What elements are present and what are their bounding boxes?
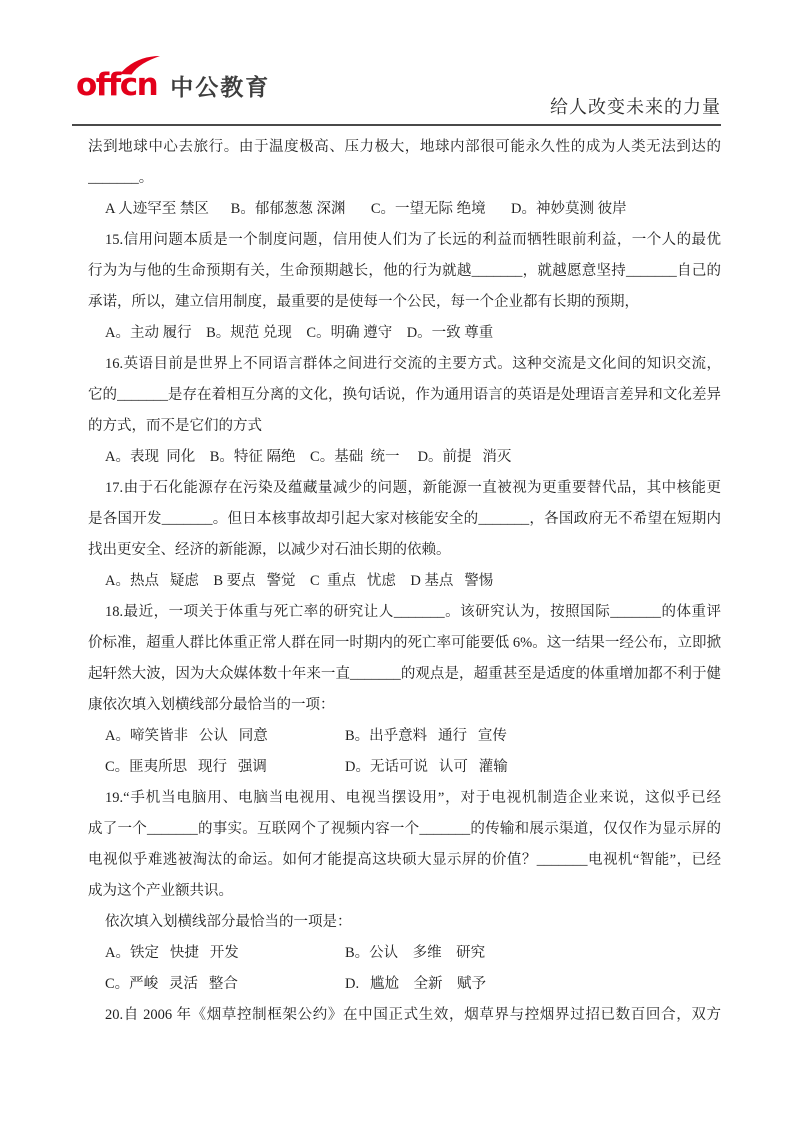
text-line: 找出更安全、经济的新能源，以减少对石油长期的依赖。: [88, 542, 451, 558]
header-divider: [72, 124, 721, 126]
option-col: B。出乎意料 通行 宣传: [345, 728, 507, 744]
text-line: _______。: [88, 170, 154, 186]
text-line: 它的_______是存在着相互分离的文化，换句话说，作为通用语言的英语是处理语言差异和文化差异: [88, 387, 721, 403]
text-line: 价标准，超重人群比体重正常人群在同一时期内的死亡率可能要低 6%。这一结果一经公布，立即掀: [88, 635, 721, 651]
option-row: [88, 721, 721, 752]
option-col: A。铁定 快捷 开发: [105, 945, 239, 961]
logo-swoosh-icon: [120, 55, 160, 75]
option-row: [88, 752, 721, 783]
text-line: 15.信用问题本质是一个制度问题，信用使人们为了长远的利益而牺牲眼前利益，一个人的最优: [105, 232, 721, 248]
text-line: 的方式，而不是它们的方式: [88, 418, 262, 434]
text-line: 17.由于石化能源存在污染及蕴藏量减少的问题，新能源一直被视为更重要替代品，其中核能更: [105, 480, 721, 496]
text-line: 成为这个产业额共识。: [88, 883, 233, 899]
text-line: 16.英语目前是世界上不同语言群体之间进行交流的主要方式。这种交流是文化间的知识交流，: [105, 356, 721, 372]
offcn-logo-latin-text: offcn: [76, 67, 158, 103]
offcn-logo-text: [76, 68, 157, 102]
option-row: [88, 938, 721, 969]
option-col: C。严峻 灵活 整合: [105, 976, 238, 992]
option-col: A。啼笑皆非 公认 同意: [105, 728, 268, 744]
text-line: A。热点 疑虑 B 要点 警觉 C 重点 忧虑 D 基点 警惕: [105, 573, 494, 589]
offcn-logo: [76, 68, 270, 102]
brand-tagline: 给人改变未来的力量: [550, 97, 721, 117]
text-line: 成了一个_______的事实。互联网个了视频内容一个_______的传输和展示渠道，仅仅作为显示屏的: [88, 821, 721, 837]
text-line: 法到地球中心去旅行。由于温度极高、压力极大，地球内部很可能永久性的成为人类无法到达的: [88, 139, 721, 155]
text-line: A。表现 同化 B。特征 隔绝 C。基础 统一 D。前提 消灭: [105, 449, 512, 465]
option-col: D。无话可说 认可 灌输: [345, 759, 508, 775]
text-line: 电视似乎难逃被淘汰的命运。如何才能提高这块硕大显示屏的价值？_______电视机“智能”，已经: [88, 852, 721, 868]
option-row: [88, 969, 721, 1000]
text-line: 康依次填入划横线部分最恰当的一项：: [88, 697, 335, 713]
offcn-logo-cn-text: 中公教育: [170, 75, 271, 101]
text-line: 19.“手机当电脑用、电脑当电视用、电视当摆设用”，对于电视机制造企业来说，这似乎已经: [105, 790, 721, 806]
text-line: A。主动 履行 B。规范 兑现 C。明确 遵守 D。一致 尊重: [105, 325, 494, 341]
option-col: B。公认 多维 研究: [345, 945, 486, 961]
text-line: 行为为与他的生命预期有关，生命预期越长，他的行为就越_______，就越愿意坚持_______自己的: [88, 263, 721, 279]
text-line: A 人迹罕至 禁区 B。郁郁葱葱 深渊 C。一望无际 绝境 D。神妙莫测 彼岸: [105, 201, 627, 217]
text-line: 18.最近，一项关于体重与死亡率的研究让人_______。该研究认为，按照国际_______的体重评: [105, 604, 721, 620]
option-col: D. 尴尬 全新 赋予: [345, 976, 486, 992]
text-line: 是各国开发_______。但日本核事故却引起大家对核能安全的_______，各国政府无不希望在短期内: [88, 511, 721, 527]
text-line: 20.自 2006 年《烟草控制框架公约》在中国正式生效，烟草界与控烟界过招已数百回合，双方: [105, 1007, 721, 1023]
text-line: 承诺，所以，建立信用制度，最重要的是使每一个公民，每一个企业都有长期的预期，: [88, 294, 639, 310]
document-body: [88, 132, 721, 1031]
text-line: 起轩然大波，因为大众媒体数十年来一直_______的观点是，超重甚至是适度的体重增加都不利于健: [88, 666, 721, 682]
option-col: C。匪夷所思 现行 强调: [105, 759, 267, 775]
text-line: 依次填入划横线部分最恰当的一项是：: [105, 914, 352, 930]
